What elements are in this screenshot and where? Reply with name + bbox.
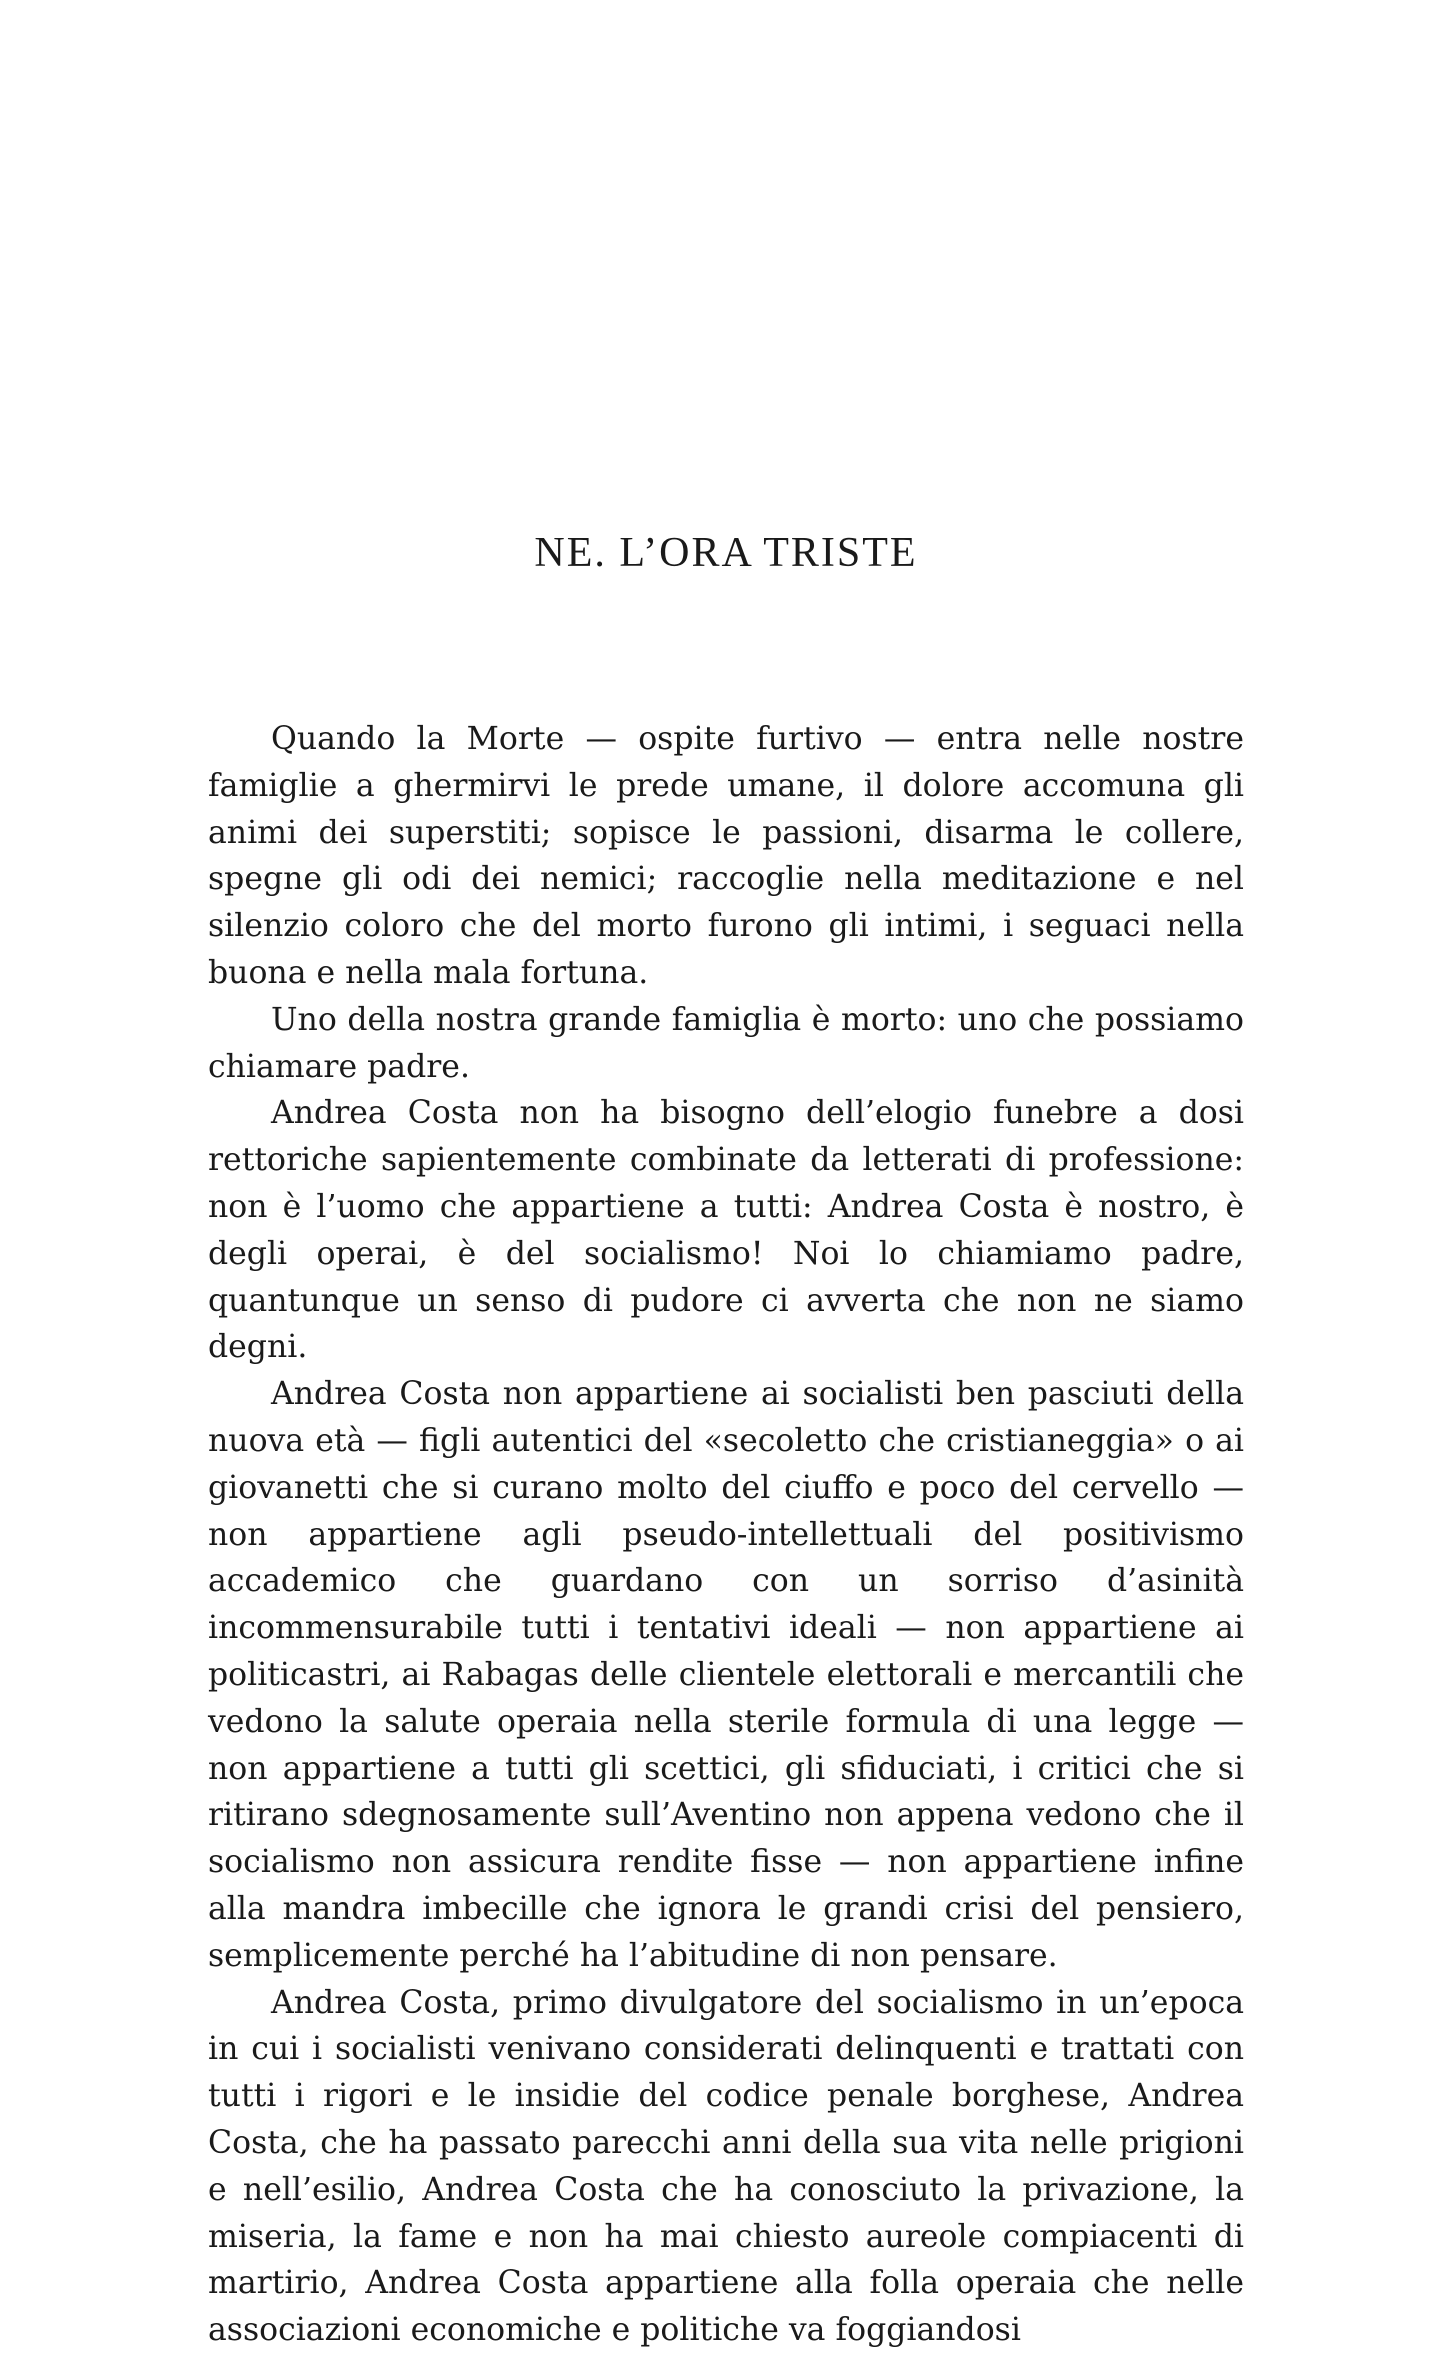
chapter-title: NE. L’ORA TRISTE <box>534 530 918 576</box>
body-text <box>208 716 1244 2354</box>
paragraph: Quando la Morte — ospite furtivo — entra nelle nostre famiglie a ghermirvi le prede umane, il dolore accomuna gli animi dei superstiti; sopisce le passioni, disarma le collere, spegne gli odi dei nemici; raccoglie nella meditazione e nel silenzio coloro che del morto furono gli intimi, i seguaci nella buona e nella mala fortuna. <box>208 721 1244 991</box>
paragraph: Andrea Costa, primo divulgatore del socialismo in un’epoca in cui i socialisti venivano considerati delinquenti e trattati con tutti i rigori e le insidie del codice penale borghese, Andrea Costa, che ha passato parecchi anni della sua vita nelle prigioni e nell’esilio, Andrea Costa che ha conosciuto la privazione, la miseria, la fame e non ha mai chiesto aureole compiacenti di martirio, Andrea Costa appartiene alla folla operaia che nelle associazioni economiche e politiche va foggiandosi <box>208 1984 1244 2349</box>
paragraph: Uno della nostra grande famiglia è morto: uno che possiamo chiamare padre. <box>208 1001 1244 1085</box>
paragraph: Andrea Costa non ha bisogno dell’elogio funebre a dosi rettoriche sapientemente combinate da letterati di professione: non è l’uomo che appartiene a tutti: Andrea Costa è nostro, è degli operai, è del socialismo! Noi lo chiamiamo padre, quantunque un senso di pudore ci avverta che non ne siamo degni. <box>208 1095 1244 1366</box>
paragraph: Andrea Costa non appartiene ai socialisti ben pasciuti della nuova età — figli autentici del «secoletto che cristianeggia» o ai giovanetti che si curano molto del ciuffo e poco del cervello — non appartiene agli pseudo-intellettuali del positivismo accademico che guardano con un sorriso d’asinità incommensurabile tutti i tentativi ideali — non appartiene ai politicastri, ai Rabagas delle clientele elettorali e mercantili che vedono la salute operaia nella sterile formula di una legge — non appartiene a tutti gli scettici, gli sfiduciati, i critici che si ritirano sdegnosamente sull’Aventino non appena vedono che il socialismo non assicura rendite fisse — non appartiene infine alla mandra imbecille che ignora le grandi crisi del pensiero, semplicemente perché ha l’abitudine di non pensare. <box>208 1376 1244 1974</box>
